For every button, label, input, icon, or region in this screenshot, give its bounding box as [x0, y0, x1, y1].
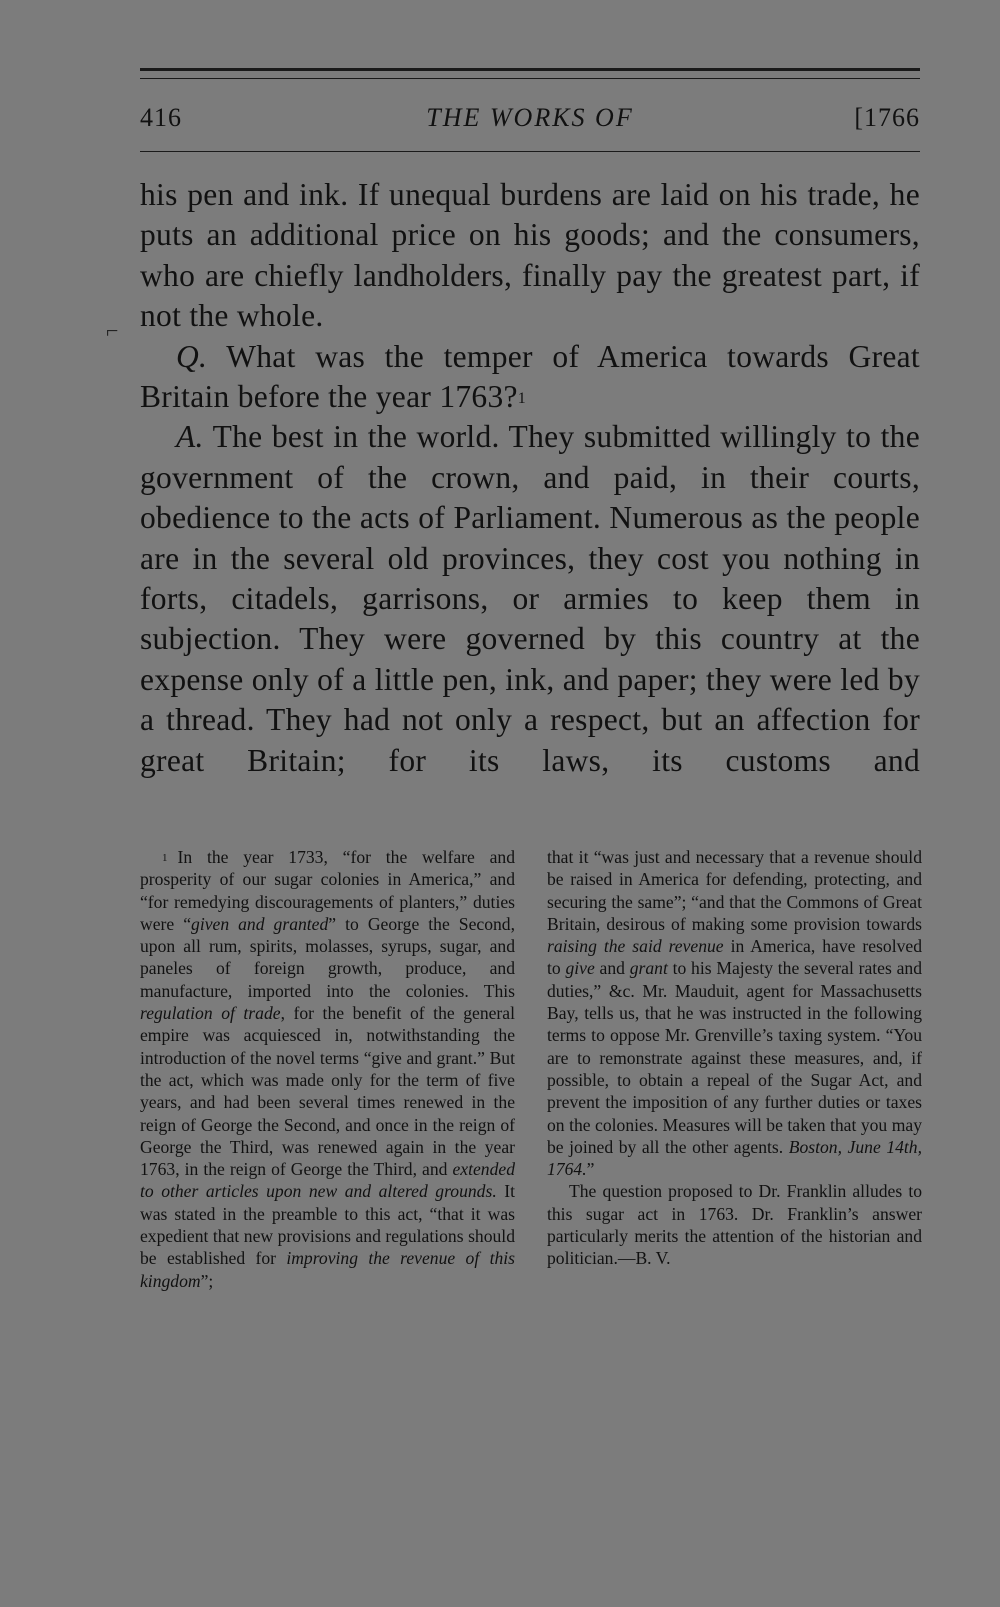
- footnote-text-run: In the year 1733, “for the welfare and prosperity of our sugar colonies in America,” and “for remedying discouragements of planters,” duties were “: [140, 847, 515, 934]
- footnote-italic-run: regulation of trade: [140, 1003, 281, 1024]
- header-rule-bottom: [140, 151, 920, 152]
- paragraph-continuation: his pen and ink. If unequal burdens are laid on his trade, he puts an additional price on his goods; and the consumers, who are chiefly landholders, finally pay the greatest part, if not the whole.: [140, 177, 920, 334]
- footnote-text-run: and: [594, 958, 630, 979]
- footnote-italic-run: grant: [629, 958, 668, 979]
- question-label: Q.: [176, 338, 208, 374]
- footnote-column-left: [140, 846, 515, 1292]
- footnote-text-left: [140, 847, 515, 1291]
- footnote-text-run: ”;: [200, 1270, 214, 1291]
- footnote-text-right: [547, 847, 922, 1179]
- footnote-italic-run: given and granted: [191, 913, 329, 934]
- running-title: THE WORKS OF: [426, 103, 634, 132]
- footnote-text-run: , for the benefit of the general empire was acquiesced in, notwithstanding the introduction of the novel terms “give and grant.” But the act, which was made only for the term of five years, and had been several times renewed in the reign of George the Second, and once in the reign of George the Third, was renewed again in the year 1763, in the reign of George the Third, and: [140, 1003, 515, 1180]
- footnote-text-run: in America, have resolved to: [547, 936, 922, 979]
- footnote-column-right: [547, 846, 922, 1270]
- footnote-italic-run: give: [565, 958, 595, 979]
- margin-mark: ⌐: [106, 318, 119, 343]
- page-number: 416: [140, 103, 182, 132]
- footnote-text-run: ” to George the Second, upon all rum, spirits, molasses, syrups, sugar, and paneles of foreign growth, produce, and manufacture, imported into the colonies. This: [140, 913, 515, 1001]
- footnote-italic-run: raising the said revenue: [547, 936, 724, 957]
- question-paragraph: [140, 337, 920, 418]
- answer-label: A.: [176, 419, 204, 455]
- header-rule-thick: [140, 68, 920, 71]
- running-head: [140, 98, 920, 138]
- answer-text: The best in the world. They submitted willingly to the government of the crown, and paid, in their courts, obedience to the acts of Parliament. Numerous as the people are in the several old provinces, they cost you nothing in forts, citadels, garrisons, or armies to keep them in subjection. They were governed by this country at the expense only of a little pen, ink, and paper; they were led by a thread. They had not only a respect, but an affection for great Britain; for its laws, its customs and: [140, 419, 920, 778]
- footnote-text-run: to his Majesty the several rates and duties,” &c. Mr. Mauduit, agent for Massachusetts Bay, tells us, that he was instructed in the following terms to oppose Mr. Grenville’s taxing system. “You are to remonstrate against these measures, and, if possible, to obtain a repeal of the Sugar Act, and prevent the imposition of any further duties or taxes on the colonies. Measures will be taken that you may be joined by all the other agents.: [547, 958, 922, 1157]
- footnote-text-run: that it “was just and necessary that a revenue should be raised in America for defending, protecting, and securing the same”; “and that the Commons of Great Britain, desirous of making some provision towards: [547, 847, 922, 934]
- footnote-italic-run: extended to other articles upon new and altered grounds.: [140, 1159, 515, 1202]
- footnote-text-run: ”: [586, 1159, 595, 1180]
- answer-paragraph: [140, 417, 920, 781]
- footnote-paragraph: [140, 846, 515, 1292]
- question-text: What was the temper of America towards Great Britain before the year 1763?: [140, 338, 920, 415]
- editor-note: The question proposed to Dr. Franklin alludes to this sugar act in 1763. Dr. Franklin’s answer particularly merits the attention of the historian and politician.—B. V.: [547, 1181, 922, 1269]
- header-rule-thin: [140, 78, 920, 79]
- footnote-italic-run: improving the revenue of this kingdom: [140, 1248, 515, 1291]
- footnote-italic-run: Boston, June 14th, 1764.: [547, 1136, 922, 1180]
- header-year: [1766: [854, 103, 920, 132]
- footnote-paragraph-continued: [547, 846, 922, 1180]
- main-text: [140, 175, 920, 781]
- footnote-marker: 1: [162, 852, 168, 864]
- footnote-text-run: It was stated in the preamble to this act, “that it was expedient that new provisions and regulations should be established for: [140, 1181, 515, 1269]
- footnote-reference: 1: [517, 390, 527, 408]
